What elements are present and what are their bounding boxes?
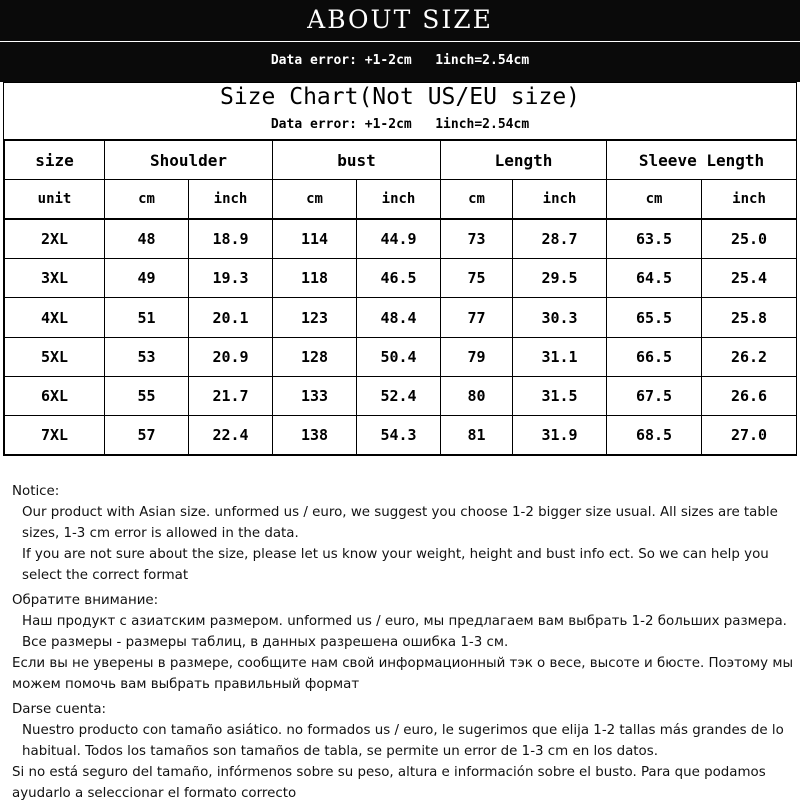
table-cell: 51 [105, 298, 189, 337]
table-cell: 44.9 [357, 219, 441, 259]
table-cell: 54.3 [357, 415, 441, 454]
table-cell: 77 [441, 298, 513, 337]
table-cell: 66.5 [607, 337, 702, 376]
notice-heading-en: Notice: [12, 484, 60, 499]
table-cell: 27.0 [702, 415, 797, 454]
size-chart [3, 82, 797, 456]
table-cell: 28.7 [513, 219, 607, 259]
size-table [4, 140, 797, 455]
table-unit-row [5, 180, 797, 220]
table-cell: 55 [105, 376, 189, 415]
table-row [5, 415, 797, 454]
banner-subtitle: Data error: +1-2cm 1inch=2.54cm [270, 53, 530, 68]
banner-title: ABOUT SIZE [307, 5, 493, 34]
table-cell: 30.3 [513, 298, 607, 337]
table-cell: 133 [273, 376, 357, 415]
table-cell: 46.5 [357, 259, 441, 298]
notice-paragraph: If you are not sure about the size, please let us know your weight, height and bust info ect. So we can help you select the correct format [22, 547, 769, 583]
notice-spanish [12, 699, 794, 804]
table-header-row [5, 141, 797, 180]
table-cell: 25.4 [702, 259, 797, 298]
table-cell: 118 [273, 259, 357, 298]
table-cell: 79 [441, 337, 513, 376]
header-sleeve-length: Sleeve Length [607, 141, 797, 180]
unit-cell: cm [607, 180, 702, 220]
notice-paragraph: Our product with Asian size. unformed us / euro, we suggest you choose 1-2 bigger size usual. All sizes are table sizes, 1-3 cm error is allowed in the data. [22, 505, 778, 541]
table-cell: 52.4 [357, 376, 441, 415]
about-size-banner [0, 0, 800, 82]
size-cell: 7XL [5, 415, 105, 454]
table-cell: 31.5 [513, 376, 607, 415]
table-cell: 75 [441, 259, 513, 298]
table-cell: 20.1 [189, 298, 273, 337]
size-chart-subtitle: Data error: +1-2cm 1inch=2.54cm [270, 117, 530, 132]
unit-label: unit [5, 180, 105, 220]
table-cell: 48.4 [357, 298, 441, 337]
table-row [5, 219, 797, 259]
table-cell: 31.9 [513, 415, 607, 454]
table-cell: 53 [105, 337, 189, 376]
table-cell: 21.7 [189, 376, 273, 415]
header-size: size [5, 141, 105, 180]
table-cell: 114 [273, 219, 357, 259]
size-cell: 6XL [5, 376, 105, 415]
notice-heading-es: Darse cuenta: [12, 702, 107, 717]
header-bust: bust [273, 141, 441, 180]
unit-cell: cm [273, 180, 357, 220]
size-cell: 4XL [5, 298, 105, 337]
table-row [5, 337, 797, 376]
table-cell: 64.5 [607, 259, 702, 298]
notice-english [12, 481, 794, 586]
header-shoulder: Shoulder [105, 141, 273, 180]
table-cell: 67.5 [607, 376, 702, 415]
unit-cell: inch [357, 180, 441, 220]
table-cell: 63.5 [607, 219, 702, 259]
notice-paragraph: Если вы не уверены в размере, сообщите нам свой информационный тэк о весе, высоте и бюсте. Поэтому мы можем помочь вам выбрать правильный формат [12, 656, 794, 692]
table-cell: 25.0 [702, 219, 797, 259]
unit-cell: inch [513, 180, 607, 220]
table-cell: 26.6 [702, 376, 797, 415]
header-length: Length [441, 141, 607, 180]
table-cell: 138 [273, 415, 357, 454]
size-chart-title: Size Chart(Not US/EU size) [219, 84, 581, 110]
table-cell: 22.4 [189, 415, 273, 454]
size-cell: 5XL [5, 337, 105, 376]
size-cell: 2XL [5, 219, 105, 259]
table-cell: 19.3 [189, 259, 273, 298]
table-cell: 80 [441, 376, 513, 415]
notice-section [12, 481, 794, 808]
table-cell: 26.2 [702, 337, 797, 376]
table-cell: 29.5 [513, 259, 607, 298]
table-cell: 50.4 [357, 337, 441, 376]
table-cell: 49 [105, 259, 189, 298]
unit-cell: cm [441, 180, 513, 220]
table-cell: 48 [105, 219, 189, 259]
table-cell: 18.9 [189, 219, 273, 259]
unit-cell: cm [105, 180, 189, 220]
notice-paragraph: Nuestro producto con tamaño asiático. no formados us / euro, le sugerimos que elija 1-2 tallas más grandes de lo habitual. Todos los tamaños son tamaños de tabla, se permite un error de 1-3 cm en los datos. [22, 723, 784, 759]
notice-russian [12, 590, 794, 695]
table-cell: 57 [105, 415, 189, 454]
table-cell: 123 [273, 298, 357, 337]
notice-paragraph: Si no está seguro del tamaño, infórmenos sobre su peso, altura e información sobre el busto. Para que podamos ayudarlo a seleccionar el formato correcto [12, 765, 766, 801]
table-cell: 81 [441, 415, 513, 454]
notice-paragraph: Наш продукт с азиатским размером. unformed us / euro, мы предлагаем вам выбрать 1-2 больших размера. Все размеры - размеры таблиц, в данных разрешена ошибка 1-3 см. [22, 614, 787, 650]
table-row [5, 376, 797, 415]
table-row [5, 259, 797, 298]
size-cell: 3XL [5, 259, 105, 298]
table-cell: 31.1 [513, 337, 607, 376]
table-cell: 68.5 [607, 415, 702, 454]
table-cell: 20.9 [189, 337, 273, 376]
notice-heading-ru: Обратите внимание: [12, 593, 159, 608]
table-cell: 65.5 [607, 298, 702, 337]
unit-cell: inch [189, 180, 273, 220]
table-cell: 128 [273, 337, 357, 376]
banner-divider [0, 41, 800, 42]
table-cell: 73 [441, 219, 513, 259]
table-cell: 25.8 [702, 298, 797, 337]
table-row [5, 298, 797, 337]
unit-cell: inch [702, 180, 797, 220]
